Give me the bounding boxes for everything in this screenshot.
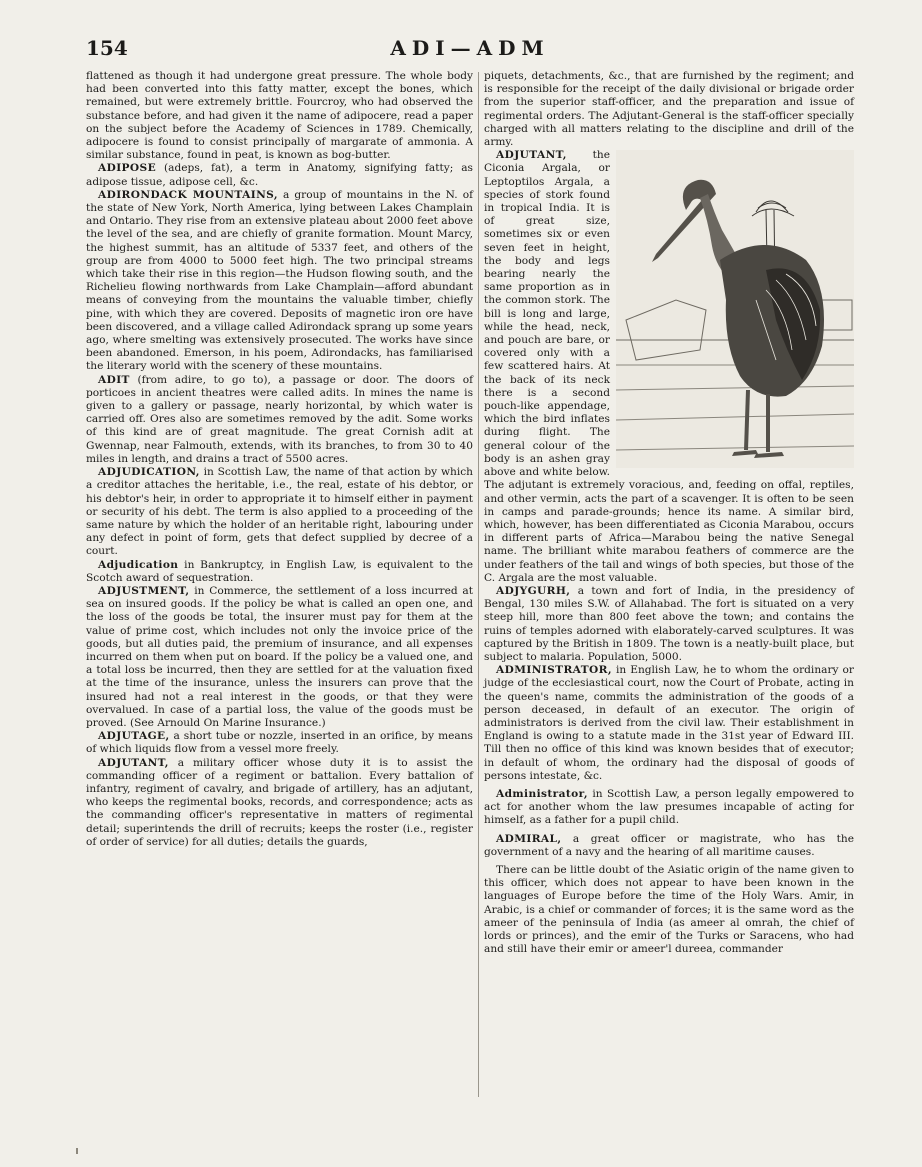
entry-adjudication: ADJUDICATION, in Scottish Law, the name of that action by which a creditor attaches the heritable, i.e., the real, estate of his debtor, or his debtor's heir, in order to appropriate it to himself either in payment or security of his debt. The term is also applied to a proceeding of the same nature by which the holder of an heritable right, labouring under any defect in point of form, gets that defect supplied by decree of a court. bbox=[86, 466, 473, 558]
entry-adipocere-continued: flattened as though it had undergone great pressure. The whole body had been converted into this fatty matter, except the bones, which remained, but were extremely brittle. Fourcroy, who had observed the substance before, and had given it the name of adipocere, read a paper on the subject before the Academy of Sciences in 1789. Chemically, adipocere is found to consist principally of margarate of ammonia. A similar substance, found in peat, is known as bog-butter. bbox=[86, 70, 473, 162]
adjutant-stork-illustration bbox=[616, 150, 854, 468]
entry-adirondack-mountains: ADIRONDACK MOUNTAINS, a group of mountains in the N. of the state of New York, North America, lying between Lakes Champlain and Ontario. They rise from an extensive plateau about 2000 feet above the level of the sea, and are chiefly of granite formation. Mount Marcy, the highest summit, has an altitude of 5337 feet, and others of the group are from 4000 to 5000 feet high. The two principal streams which take their rise in this region—the Hudson flowing south, and the Richelieu flowing northwards from Lake Champlain—afford abundant means of conveying from the mountains the valuable timber, chiefly pine, with which they are covered. Deposits of magnetic iron ore have been discovered, and a village called Adirondack sprang up some years ago, where smelting was extensively prosecuted. The works have since been abandoned. Emerson, in his poem, Adirondacks, has familiarised the literary world with the scenery of these mountains. bbox=[86, 188, 473, 373]
entry-adjutant-military-continued: piquets, detachments, &c., that are furnished by the regiment; and is responsible for the receipt of the daily divisional or brigade order from the superior staff-officer, and the preparation and issue of regimental orders. The Adjutant-General is the staff-officer specially charged with all matters relating to the discipline and drill of the army. bbox=[484, 70, 854, 149]
page-header bbox=[86, 36, 854, 66]
entry-adjygurh: ADJYGURH, a town and fort of India, in the presidency of Bengal, 130 miles S.W. of Allahabad. The fort is situated on a very steep hill, more than 800 feet above the town; and contains the ruins of temples adorned with elaborately-carved sculptures. It was captured by the British in 1809. The town is a neatly-built place, but subject to malaria. Population, 5000. bbox=[484, 584, 854, 663]
stork-engraving-icon bbox=[616, 150, 854, 468]
running-title: ADI—ADM bbox=[390, 36, 550, 60]
entry-adjutage: ADJUTAGE, a short tube or nozzle, inserted in an orifice, by means of which liquids flow from a vessel more freely. bbox=[86, 730, 473, 756]
entry-adjudication-bankruptcy: Adjudication in Bankruptcy, in English Law, is equivalent to the Scotch award of sequestration. bbox=[86, 558, 473, 584]
left-column bbox=[86, 70, 473, 849]
entry-administrator-scottish: Administrator, in Scottish Law, a person legally empowered to act for another whom the law presumes incapable of acting for himself, as a father for a pupil child. bbox=[484, 787, 854, 827]
entry-admiral: ADMIRAL, a great officer or magistrate, who has the government of a navy and the hearing of all maritime causes. bbox=[484, 832, 854, 858]
entry-adjustment: ADJUSTMENT, in Commerce, the settlement of a loss incurred at sea on insured goods. If the policy be what is called an open one, and the loss of the goods be total, the insurer must pay for them at the value of prime cost, which includes not only the invoice price of the goods, but all duties paid, the premium of insurance, and all expenses incurred on them when put on board. If the policy be a valued one, and a total loss be incurred, then they are settled for at the valuation fixed at the time of the insurance, unless the insurers can prove that the insured had not a real interest in the goods, or that they were overvalued. In case of a partial loss, the value of the goods must be proved. (See Arnould On Marine Insurance.) bbox=[86, 584, 473, 729]
right-column bbox=[484, 70, 854, 956]
column-rule bbox=[478, 72, 479, 1097]
entry-administrator: ADMINISTRATOR, in English Law, he to whom the ordinary or judge of the ecclesiastical court, now the Court of Probate, acting in the queen's name, commits the administration of the goods of a person deceased, in default of an executor. The origin of administrators is derived from the civil law. Their establishment in England is owing to a statute made in the 31st year of Edward III. Till then no office of this kind was known besides that of executor; in default of whom, the ordinary had the disposal of goods of persons intestate, &c. bbox=[484, 664, 854, 782]
page-number: 154 bbox=[86, 36, 128, 60]
entry-adit: ADIT (from adire, to go to), a passage or door. The doors of porticoes in ancient theatres were called adits. In mines the name is given to a gallery or passage, nearly horizontal, by which water is carried off. Ores also are sometimes removed by the adit. Some works of this kind are of great magnitude. The great Cornish adit at Gwennap, near Falmouth, extends, with its branches, to from 30 to 40 miles in length, and drains a tract of 5500 acres. bbox=[86, 373, 473, 465]
page-mark bbox=[76, 1148, 78, 1154]
entry-adipose: ADIPOSE (adeps, fat), a term in Anatomy, signifying fatty; as adipose tissue, adipose cell, &c. bbox=[86, 162, 473, 188]
entry-adjutant-military: ADJUTANT, a military officer whose duty it is to assist the commanding officer of a regiment or battalion. Every battalion of infantry, regiment of cavalry, and brigade of artillery, has an adjutant, who keeps the regimental books, records, and correspondence; acts as the commanding officer's representative in matters of regimental detail; superintends the drill of recruits; keeps the roster (i.e., register of order of service) for all duties; details the guards, bbox=[86, 756, 473, 848]
entry-admiral-origin: There can be little doubt of the Asiatic origin of the name given to this officer, which does not appear to have been known in the languages of Europe before the time of the Holy Wars. Amir, in Arabic, is a chief or commander of forces; it is the same word as the ameer of the peninsula of India (as ameer al omrah, the chief of lords or princes), and the emir of the Turks or Saracens, who had and still have their emir or ameer'l dureea, commander bbox=[484, 863, 854, 956]
entry-adjutant-stork: ADJUTANT, the Ciconia Argala, or Leptoptilos Argala, a species of stork found in tropical India. It is of great size, sometimes six or even seven feet in height, the body and legs bearing nearly the same proportion as in the common stork. The bill is long and large, while the head, neck, and pouch are bare, or covered only with a few scattered hairs. At the back of its neck there is a second pouch-like appendage, which the bird inflates during flight. The general colour of the body is an ashen gray above and white below. The adjutant is extremely voracious, and, feeding on offal, reptiles, and other vermin, acts the part of a scavenger. It is often to be seen in camps and parade-grounds; hence its name. A similar bird, which, however, has been differentiated as Ciconia Marabou, occurs in different parts of Africa—Marabou being the native Senegal name. The brilliant white marabou feathers of commerce are the under feathers of the tail and wings of both species, but those of the C. Argala are the most valuable. bbox=[484, 149, 854, 584]
